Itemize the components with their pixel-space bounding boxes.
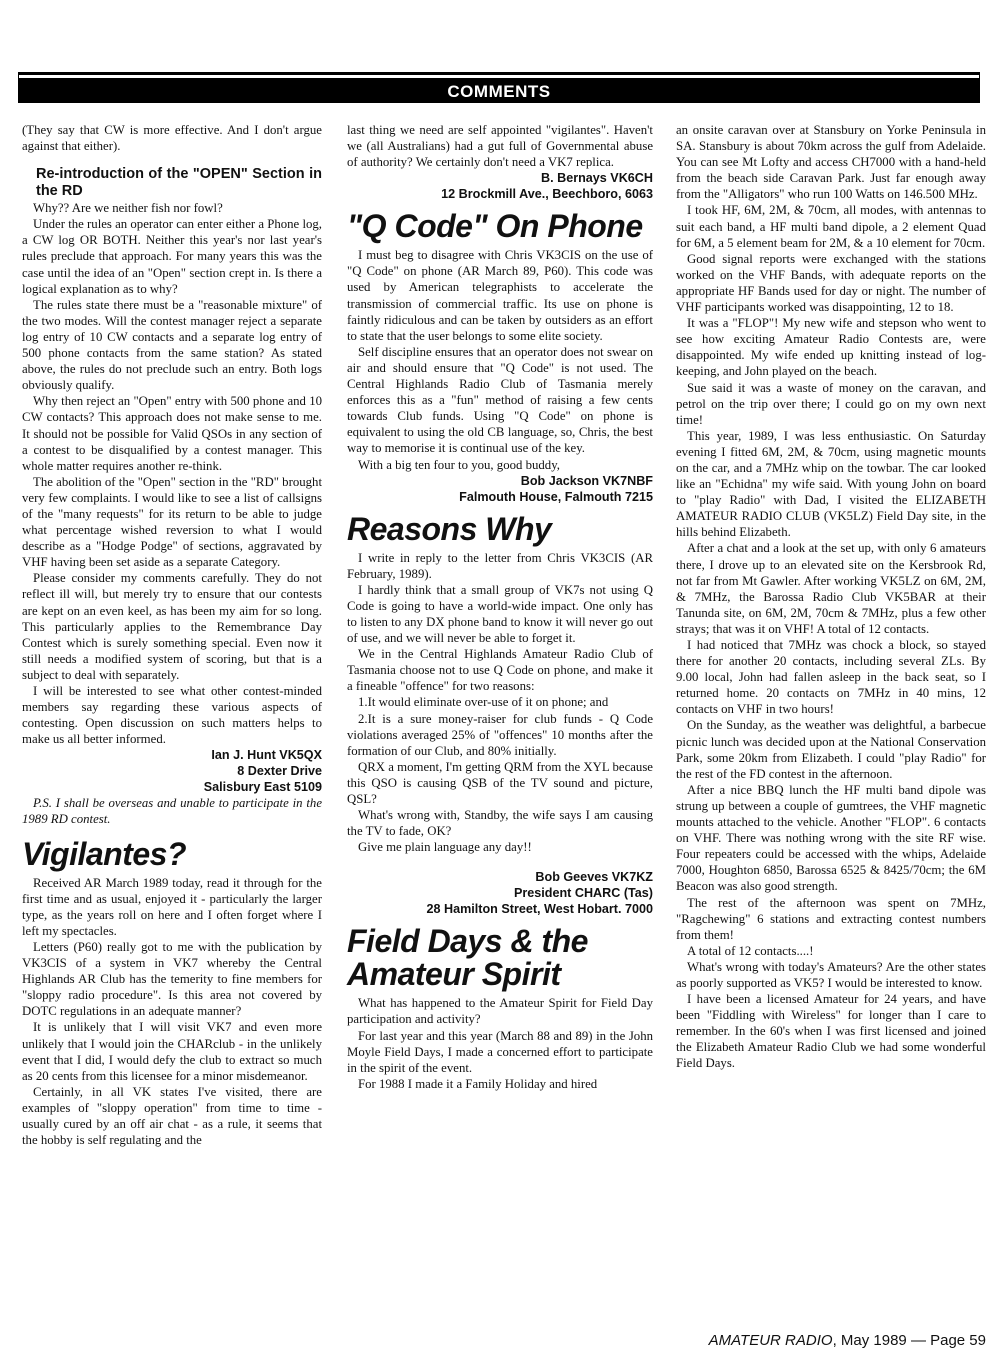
signature-name: B. Bernays VK6CH [541, 171, 653, 186]
paragraph: I took HF, 6M, 2M, & 70cm, all modes, with antennas to suit each band, a HF multi band dipole, a 2 element Quad for 6M, a 5 element beam for 2M, & a 10 element for 70cm. [676, 203, 986, 250]
paragraph: 1.It would eliminate over-use of it on phone; and [358, 695, 609, 710]
headline-field-days: Field Days & the Amateur Spirit [347, 923, 588, 993]
paragraph: Why then reject an "Open" entry with 500 phone and 10 CW contacts? This approach does not make sense to me. It should not be possible for Valid QSOs in any section of a contest to be disqualified by a contest manager. This whole matter requires another re-think. [22, 394, 322, 473]
headline-q-code: "Q Code" On Phone [347, 208, 643, 245]
signature-address: Falmouth House, Falmouth 7215 [459, 489, 653, 504]
paragraph: After a nice BBQ lunch the HF multi band dipole was strung up between a couple of gumtrees, the VHF magnetic mounts attached to the vehicle. Another "FLOP". 6 contacts on VHF. There was nothing wrong with the site RF wise. Four repeaters could be accessed with the whips, Adelaide 7000, Houghton 6850, Barossa 6525 & 8425/70cm; the 6M Beacon was also good strength. [676, 782, 986, 894]
subheading-open-section: Re-introduction of the "OPEN" Section in the RD [36, 166, 322, 200]
signature-title: President CHARC (Tas) [513, 886, 653, 901]
paragraph: Sue said it was a waste of money on the caravan, and petrol on the trip over there; I could go on my own next time! [676, 380, 986, 427]
paragraph: The rest of the afternoon was spent on 7MHz, "Ragchewing" 6 stations and extracting contest numbers from them! [676, 895, 986, 942]
postscript: P.S. I shall be overseas and unable to participate in the 1989 RD contest. [22, 796, 322, 827]
signature-address: Salisbury East 5109 [203, 780, 322, 795]
paragraph: This year, 1989, I was less enthusiastic. On Saturday evening I fitted 6M, 2M, & 70cm, using magnetic mounts on the car, and a 7MHz whip on the towbar. The car looked like an "Echidna" my wife said. With young John on board to "play Radio" with Dad, I visited the ELIZABETH AMATEUR RADIO CLUB (VK5LZ) Field Day site, in the hills behind Elizabeth. [676, 428, 986, 540]
paragraph: It is unlikely that I will visit VK7 and even more unlikely that I would join the CHARclub - in the unlikely event that I did, I would defy the club to extract so much as 20 cents from this licensee for a minor misdemeanor. [22, 1020, 322, 1083]
paragraph: What's wrong with today's Amateurs? Are the other states as poorly supported as VK5? I would be interested to know. [676, 959, 986, 990]
section-banner [18, 78, 980, 103]
paragraph: last thing we need are self appointed "vigilantes". Haven't we (all Australians) had a gut full of Governmental abuse of authority? We certainly don't need a VK7 replica. [347, 123, 653, 170]
column-1 [22, 122, 322, 1148]
paragraph: I will be interested to see what other contest-minded members say regarding these various aspects of contesting. Open discussion on such matters helps to make us all better informed. [22, 684, 322, 747]
paragraph: Received AR March 1989 today, read it through for the first time and as usual, enjoyed it - particularly the larger type, as the years roll on here and I often forget where I left my spectacles. [22, 875, 322, 938]
paragraph: Give me plain language any day!! [358, 840, 532, 855]
paragraph: Why?? Are we neither fish nor fowl? [33, 201, 223, 216]
signature-name: Bob Geeves VK7KZ [535, 870, 653, 885]
paragraph: I must beg to disagree with Chris VK3CIS on the use of "Q Code" on phone (AR March 89, P60). This code was used by American telegraphists to accelerate the transmission of commercial traffic. Its use on phone is faintly ridiculous and can be taken by outsiders as an effort to state that the user belongs to some elite society. [347, 248, 653, 343]
paragraph: A total of 12 contacts....! [687, 943, 814, 958]
magazine-name: AMATEUR RADIO [708, 1332, 833, 1349]
paragraph: What's wrong with, Standby, the wife says I am causing the TV to fade, OK? [347, 808, 653, 839]
headline-vigilantes: Vigilantes? [22, 835, 187, 872]
signature-address: 28 Hamilton Street, West Hobart. 7000 [426, 902, 653, 917]
paragraph: I write in reply to the letter from Chris VK3CIS (AR February, 1989). [347, 550, 653, 581]
paragraph: With a big ten four to you, good buddy, [358, 457, 560, 472]
signature-name: Ian J. Hunt VK5QX [211, 748, 322, 763]
paragraph: I hardly think that a small group of VK7s not using Q Code is going to have a world-wide impact. One only has to listen to any DX phone band to know it will never go out of use, and we will never be able to forget it. [347, 582, 653, 646]
paragraph: (They say that CW is more effective. And I don't argue against that either). [22, 123, 322, 154]
column-3 [676, 122, 986, 1072]
paragraph: 2.It is a sure money-raiser for club funds - Q Code violations averaged 25% of "offences" 10 months after the formation of our Club, and 80% initially. [347, 711, 653, 758]
paragraph: After a chat and a look at the set up, with only 6 amateurs there, I drove up to an elevated site on the Kersbrook Rd, not far from Mt Gawler. After working VK5LZ on 6M, 2M, & 7MHz, the Barossa Radio Club VK5BAR at their Tanunda site, on 6M, 2M, 70cm & 7MHz, plus a few other strays; that was it on VHF! A total of 12 contacts. [676, 541, 986, 636]
paragraph: Certainly, in all VK states I've visited, there are examples of "sloppy operation" from time to time - usually cured by an off air chat - as a rule, it seems that the hobby is self regulating and the [22, 1084, 322, 1148]
paragraph: Good signal reports were exchanged with the stations worked on the VHF Bands, with adequate reports on the appropriate HF Bands used for day or night. The number of VHF participants worked was disappointing, 12 to 18. [676, 251, 986, 315]
paragraph: I had noticed that 7MHz was chock a block, so stayed there for another 20 contacts, including several ZLs. By 9.00 local, John had fallen asleep in the back seat, so I returned home. 20 contacts on 7MHz in 40 mins, 12 contacts on VHF in two hours! [676, 638, 986, 717]
paragraph: an onsite caravan over at Stansbury on Yorke Peninsula in SA. Stansbury is about 70km across the gulf from Adelaide. You can see Mt Lofty and access CH7000 with a hand-held from the beach side Caravan Park. Just far enough away from the "Alligators" who run 100 Watts on 146.500 MHz. [676, 123, 986, 202]
paragraph: QRX a moment, I'm getting QRM from the XYL because this QSO is causing QSB of the TV sound and picture, QSL? [347, 759, 653, 806]
signature-address: 8 Dexter Drive [237, 764, 322, 779]
paragraph: Self discipline ensures that an operator does not swear on air and should ensure that "Q Code" is not used. The Central Highlands Radio Club of Tasmania merely enforces this as a "fun" method of raising a few cents towards Club funds. Using "Q Code" on phone is equivalent to using the old CB language, so, Chris, the best way to memorise it is continual use of the key. [347, 344, 653, 456]
paragraph: Under the rules an operator can enter either a Phone log, a CW log OR BOTH. Neither this year's nor last year's rules preclude that approach. For many years this was the case until the idea of an "Open" section crept in. Is there a logical explanation as to why? [22, 217, 322, 296]
paragraph: Letters (P60) really got to me with the publication by VK3CIS of a system in VK7 whereby the Central Highlands AR Club has the temerity to fine members for "sloppy radio procedure". Is this area not covered by DOTC regulations in an adequate manner? [22, 939, 322, 1019]
headline-reasons-why: Reasons Why [347, 510, 552, 547]
paragraph: What has happened to the Amateur Spirit for Field Day participation and activity? [347, 996, 653, 1027]
paragraph: For 1988 I made it a Family Holiday and hired [358, 1076, 598, 1091]
issue-page: , May 1989 — Page 59 [832, 1332, 986, 1349]
paragraph: Please consider my comments carefully. They do not reflect ill will, but merely try to ensure that our contests are kept on an even keel, as has been my aim for so long. This particularly applies to the Remembrance Day Contest which is surely something special. Even now it still needs a modified system of scoring, but that is a subject to deal with separately. [22, 571, 322, 682]
column-2 [347, 122, 653, 1092]
page-footer [709, 1332, 986, 1349]
signature-address: 12 Brockmill Ave., Beechboro, 6063 [441, 187, 653, 202]
signature-name: Bob Jackson VK7NBF [520, 473, 653, 488]
paragraph: It was a "FLOP"! My new wife and stepson who went to see how exciting Amateur Radio Contests are, were disappointed. My wife ended up knitting instead of log-keeping, and John played on the beach. [676, 316, 986, 379]
paragraph: For last year and this year (March 88 and 89) in the John Moyle Field Days, I made a concerned effort to participate in the spirit of the event. [347, 1028, 653, 1075]
section-title: COMMENTS [447, 82, 551, 101]
paragraph: The rules state there must be a "reasonable mixture" of the two modes. Will the contest manager reject a separate log entry of 10 CW contacts and a separate log entry of 500 phone contacts from the same station? As stated above, the rules do not preclude such an entry. Both logs obviously qualify. [22, 297, 322, 393]
paragraph: I have been a licensed Amateur for 24 years, and have been "Fiddling with Wireless" for longer than I care to remember. In the 60's when I was first licensed and joined the Elizabeth Amateur Radio Club we had some wonderful Field Days. [676, 992, 986, 1071]
paragraph: We in the Central Highlands Amateur Radio Club of Tasmania choose not to use Q Code on phone, and make it a fineable "offence" for two reasons: [347, 647, 653, 694]
paragraph: On the Sunday, as the weather was delightful, a barbecue picnic lunch was decided upon at the National Conservation Park, some 20km from Elizabeth. I could "play Radio" for the rest of the FD contest in the afternoon. [676, 718, 986, 781]
paragraph: The abolition of the "Open" section in the "RD" brought very few complaints. I would like to see a list of callsigns of the "many requests" for its return to be able to judge what percentage wished reversion to what I would describe as a "Hodge Podge" of sections, aggravated by VHF having been set aside as a separate Category. [22, 474, 322, 570]
